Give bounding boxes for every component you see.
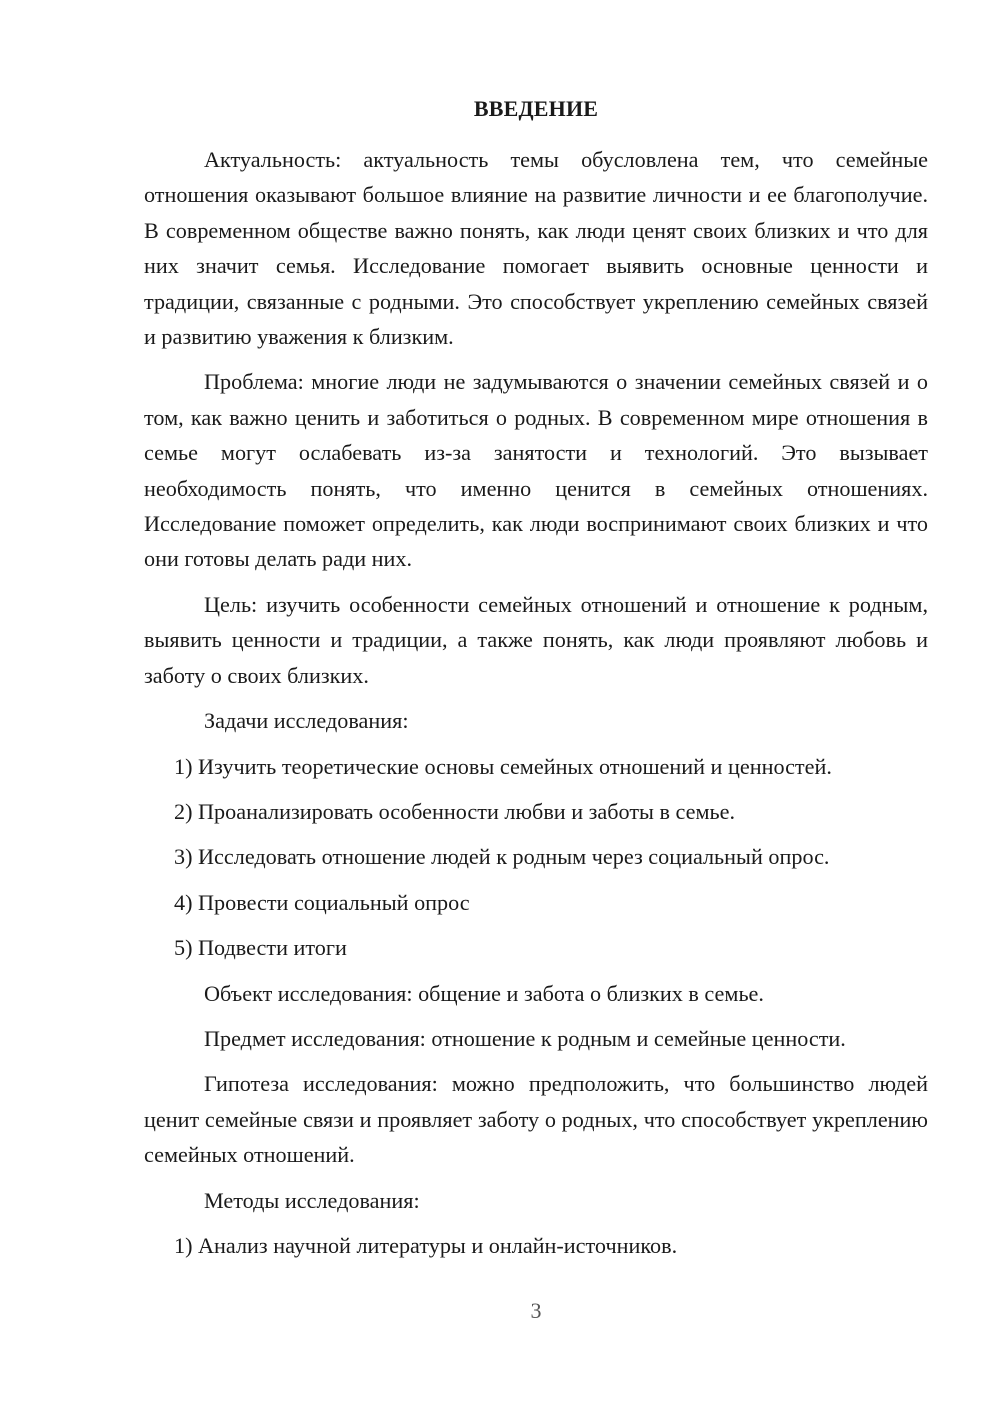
problem-paragraph: Проблема: многие люди не задумываются о значении семейных связей и о том, как важно ценить и заботиться о родных. В современном мире отношения в семье могут ослабевать из-за занятости и технологий. Это вызывает необходимость понять, что именно ценится в семейных отношениях. Исследование поможет определить, как люди воспринимают своих близких и что они готовы делать ради них. [144,369,928,572]
task-item: 4) Провести социальный опрос [174,889,470,915]
subject-paragraph: Предмет исследования: отношение к родным и семейные ценности. [204,1025,846,1051]
page-number: 3 [530,1298,542,1323]
methods-list [144,1228,928,1263]
tasks-heading: Задачи исследования: [204,708,409,734]
goal-paragraph: Цель: изучить особенности семейных отношений и отношение к родным, выявить ценности и традиции, а также понять, как люди проявляют любовь и заботу о своих близких. [144,591,928,688]
task-item: 3) Исследовать отношение людей к родным через социальный опрос. [174,844,830,870]
task-item: 5) Подвести итоги [174,935,347,961]
methods-heading: Методы исследования: [204,1187,420,1213]
hypothesis-paragraph: Гипотеза исследования: можно предположить, что большинство людей ценит семейные связи и проявляет заботу о родных, что способствует укреплению семейных отношений. [144,1071,928,1168]
document-body [144,142,928,1263]
object-paragraph: Объект исследования: общение и забота о близких в семье. [204,980,764,1006]
relevance-paragraph: Актуальность: актуальность темы обусловлена тем, что семейные отношения оказывают большое влияние на развитие личности и ее благополучие. В современном обществе важно понять, как люди ценят своих близких и что для них значит семья. Исследование помогает выявить основные ценности и традиции, связанные с родными. Это способствует укреплению семейных связей и развитию уважения к близким. [144,147,928,350]
tasks-list [144,749,928,966]
page-title: ВВЕДЕНИЕ [473,96,599,121]
task-item: 1) Изучить теоретические основы семейных отношений и ценностей. [174,753,832,779]
method-item: 1) Анализ научной литературы и онлайн-источников. [174,1232,678,1258]
task-item: 2) Проанализировать особенности любви и заботы в семье. [174,798,736,824]
